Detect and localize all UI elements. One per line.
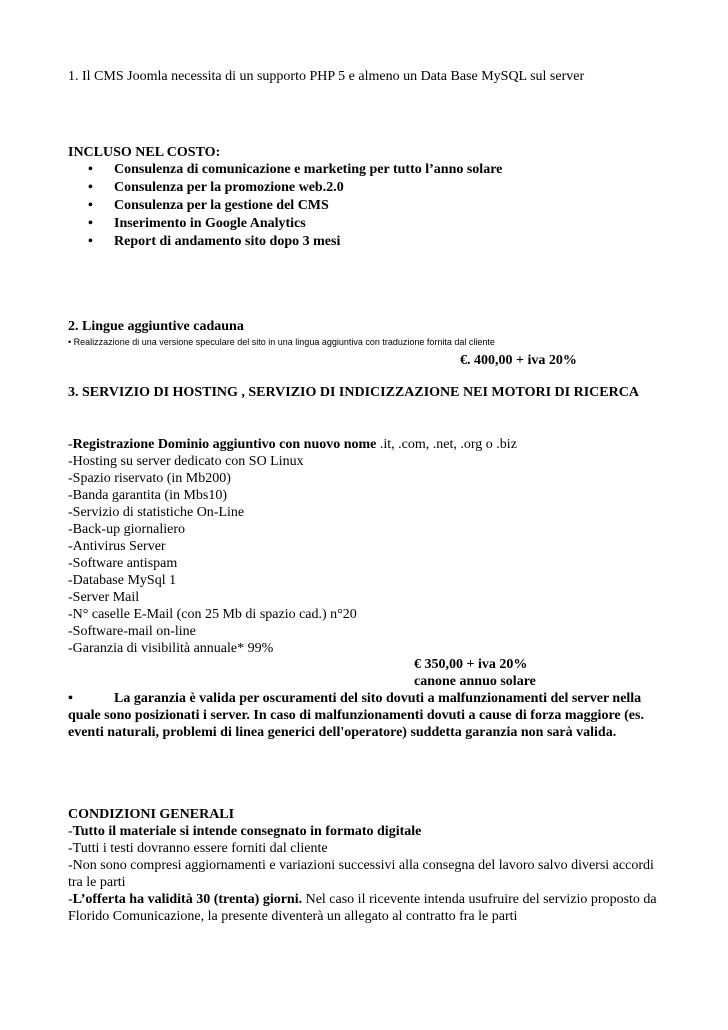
list-item: -Software antispam [68, 556, 178, 571]
bullet-icon: • [88, 234, 93, 249]
list-item: -Tutto il materiale si intende consegnato in formato digitale [68, 824, 422, 839]
list-item: -Banda garantita (in Mbs10) [68, 488, 228, 503]
hosting-price: € 350,00 + iva 20% [414, 657, 528, 672]
bullet-icon: • [88, 162, 93, 177]
bullet-icon: • [88, 180, 93, 195]
bullet-icon: • [88, 198, 93, 213]
hosting-price-note: canone annuo solare [414, 674, 536, 689]
list-item: -Server Mail [68, 590, 140, 605]
bullet-icon: • [68, 691, 73, 706]
list-item: -Registrazione Dominio aggiuntivo con nuovo nome .it, .com, .net, .org o .biz [68, 437, 517, 452]
lingue-title: 2. Lingue aggiuntive cadauna [68, 319, 244, 334]
list-item: • Consulenza per la gestione del CMS [88, 198, 329, 213]
lingue-price: €. 400,00 + iva 20% [460, 353, 577, 368]
list-item: • Report di andamento sito dopo 3 mesi [88, 234, 341, 249]
list-item: -Servizio di statistiche On-Line [68, 505, 245, 520]
list-item: -N° caselle E-Mail (con 25 Mb di spazio cad.) n°20 [68, 607, 357, 622]
list-item: -Tutti i testi dovranno essere forniti dal cliente [68, 841, 328, 856]
lingue-desc: • Realizzazione di una versione speculare del sito in una lingua aggiuntiva con traduzione fornita dal cliente [68, 337, 495, 347]
list-item: -Antivirus Server [68, 539, 166, 554]
incluso-title: INCLUSO NEL COSTO: [68, 145, 221, 160]
incluso-list [68, 161, 668, 251]
condizioni-section [68, 806, 668, 925]
incluso-section [68, 144, 668, 251]
list-item: -Non sono compresi aggiornamenti e variazioni successivi alla consegna del lavoro salvo diversi accordi tra le parti [68, 858, 654, 890]
list-item: -Back-up giornaliero [68, 522, 186, 537]
list-item: -Software-mail on-line [68, 624, 196, 639]
list-item: -Hosting su server dedicato con SO Linux [68, 454, 304, 469]
list-item: • Inserimento in Google Analytics [88, 216, 306, 231]
hosting-list [68, 436, 668, 657]
list-item: -Garanzia di visibilità annuale* 99% [68, 641, 274, 656]
list-item: -Database MySql 1 [68, 573, 177, 588]
list-item: • Consulenza di comunicazione e marketing per tutto l’anno solare [88, 162, 503, 177]
bullet-icon: • [88, 216, 93, 231]
intro-line: 1. Il CMS Joomla necessita di un supporto PHP 5 e almeno un Data Base MySQL sul server [68, 69, 585, 84]
hosting-guarantee-note: • La garanzia è valida per oscuramenti del sito dovuti a malfunzionamenti del server nella quale sono posizionati i server. In caso di malfunzionamenti dovuti a cause di forza maggiore (es. eventi naturali, problemi di linea generici dell'operatore) suddetta garanzia non sarà valida. [68, 691, 644, 740]
list-item: • Consulenza per la promozione web.2.0 [88, 180, 344, 195]
hosting-title: 3. SERVIZIO DI HOSTING , SERVIZIO DI INDICIZZAZIONE NEI MOTORI DI RICERCA [68, 385, 639, 400]
condizioni-title: CONDIZIONI GENERALI [68, 807, 235, 822]
bullet-icon: • [68, 337, 72, 347]
list-item: -Spazio riservato (in Mb200) [68, 471, 231, 486]
list-item: -L’offerta ha validità 30 (trenta) giorni. Nel caso il ricevente intenda usufruire del servizio proposto da Florido Comunicazione, la presente diventerà un allegato al contratto fra le parti [68, 892, 657, 924]
